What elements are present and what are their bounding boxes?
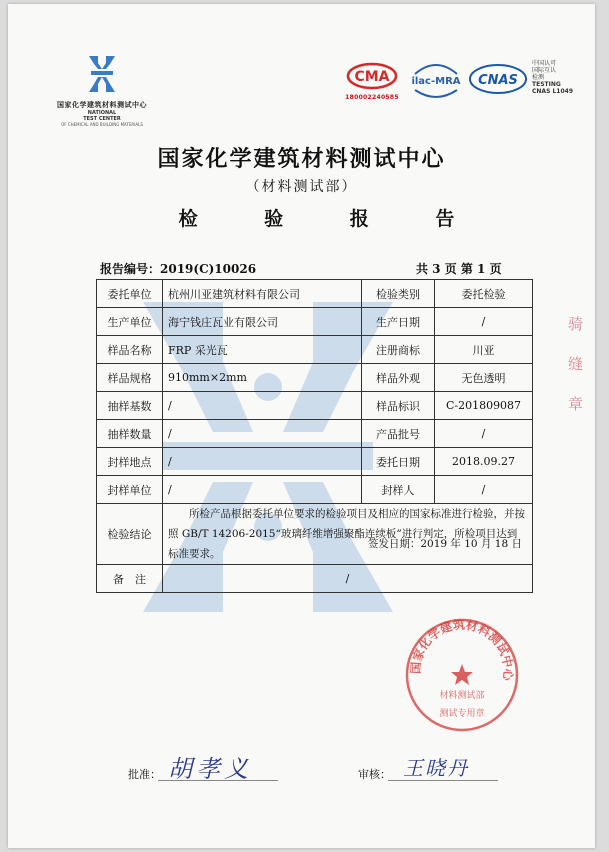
conclusion-cell bbox=[163, 504, 533, 565]
sub-title: （材料测试部） bbox=[245, 179, 358, 195]
field-label: 生产日期 bbox=[362, 308, 435, 336]
ilac-icon bbox=[409, 60, 463, 100]
field-value: FRP 采光瓦 bbox=[163, 336, 362, 364]
field-value: 无色透明 bbox=[435, 364, 533, 392]
cnas-line2: 国际互认 bbox=[532, 67, 557, 74]
report-title: 检 验 报 告 bbox=[178, 208, 485, 230]
svg-text:ilac-MRA: ilac-MRA bbox=[411, 76, 461, 87]
svg-text:CNAS: CNAS bbox=[478, 73, 518, 88]
report-table bbox=[96, 279, 533, 593]
cnas-logo bbox=[468, 62, 532, 100]
field-label: 检验类别 bbox=[362, 280, 435, 308]
field-value: / bbox=[435, 308, 533, 336]
remark-value: / bbox=[163, 565, 533, 593]
ilac-logo bbox=[408, 60, 464, 104]
cma-logo bbox=[343, 62, 401, 101]
report-page bbox=[8, 4, 595, 848]
field-value: 杭州川亚建筑材料有限公司 bbox=[163, 280, 362, 308]
approve-label: 批准： bbox=[128, 768, 161, 781]
table-row bbox=[97, 364, 533, 392]
svg-text:测试专用章: 测试专用章 bbox=[439, 709, 485, 719]
table-row bbox=[97, 420, 533, 448]
center-logo-en-3: OF CHEMICAL AND BUILDING MATERIALS bbox=[61, 122, 143, 127]
table-row bbox=[97, 336, 533, 364]
seal-star-icon bbox=[451, 664, 473, 685]
cnas-info bbox=[532, 60, 592, 95]
field-value: 910mm×2mm bbox=[163, 364, 362, 392]
field-value: / bbox=[435, 476, 533, 504]
cma-icon bbox=[346, 62, 398, 90]
cnas-line4: TESTING bbox=[532, 81, 561, 88]
approve-line bbox=[158, 780, 278, 781]
table-row bbox=[97, 280, 533, 308]
svg-text:材料测试部: 材料测试部 bbox=[439, 691, 485, 701]
main-title: 国家化学建筑材料测试中心 bbox=[157, 146, 446, 172]
conclusion-text: 所检产品根据委托单位要求的检验项目及相应的国家标准进行检验，并按照 GB/T 14206-2015“玻璃纤维增强聚酯连续板”进行判定，所检项目达到标准要求。 bbox=[168, 508, 525, 560]
field-value: C-201809087 bbox=[435, 392, 533, 420]
center-logo-icon bbox=[85, 54, 119, 94]
cma-code: 180002240585 bbox=[345, 94, 399, 101]
field-value: / bbox=[435, 420, 533, 448]
field-label: 样品名称 bbox=[97, 336, 163, 364]
conclusion-label: 检验结论 bbox=[97, 504, 163, 565]
cnas-icon bbox=[468, 62, 528, 96]
svg-text:国家化学建筑材料测试中心: 国家化学建筑材料测试中心 bbox=[408, 617, 516, 682]
approve-signature: 胡孝义 bbox=[168, 755, 252, 783]
field-value: / bbox=[163, 448, 362, 476]
field-value: 委托检验 bbox=[435, 280, 533, 308]
field-value: / bbox=[163, 476, 362, 504]
issue-date: 签发日期：2019 年 10 月 18 日 bbox=[367, 538, 522, 550]
center-logo-en-1: NATIONAL bbox=[87, 110, 117, 116]
side-seal: 骑 缝 章 bbox=[568, 315, 584, 413]
field-label: 生产单位 bbox=[97, 308, 163, 336]
conclusion-row bbox=[97, 504, 533, 565]
field-value: / bbox=[163, 392, 362, 420]
field-label: 封样单位 bbox=[97, 476, 163, 504]
page-info: 共 3 页 第 1 页 bbox=[416, 262, 502, 276]
center-logo-name: 国家化学建筑材料测试中心 bbox=[57, 101, 147, 109]
table-row bbox=[97, 476, 533, 504]
table-row bbox=[97, 448, 533, 476]
field-label: 抽样基数 bbox=[97, 392, 163, 420]
field-label: 封样人 bbox=[362, 476, 435, 504]
field-label: 委托日期 bbox=[362, 448, 435, 476]
field-label: 样品规格 bbox=[97, 364, 163, 392]
field-label: 产品批号 bbox=[362, 420, 435, 448]
field-value: 2018.09.27 bbox=[435, 448, 533, 476]
cnas-line3: 检测 bbox=[532, 74, 545, 81]
table-row bbox=[97, 392, 533, 420]
field-value: / bbox=[163, 420, 362, 448]
field-label: 抽样数量 bbox=[97, 420, 163, 448]
field-value: 川亚 bbox=[435, 336, 533, 364]
field-label: 封样地点 bbox=[97, 448, 163, 476]
cnas-line5: CNAS L1049 bbox=[532, 88, 574, 95]
remark-row bbox=[97, 565, 533, 593]
review-signature: 王晓丹 bbox=[403, 756, 469, 780]
review-label: 审核： bbox=[358, 768, 391, 781]
svg-text:CMA: CMA bbox=[354, 69, 390, 85]
center-logo-en-2: TEST CENTER bbox=[83, 116, 121, 122]
table-row bbox=[97, 308, 533, 336]
field-label: 样品标识 bbox=[362, 392, 435, 420]
field-label: 委托单位 bbox=[97, 280, 163, 308]
center-logo bbox=[52, 54, 152, 127]
field-label: 注册商标 bbox=[362, 336, 435, 364]
field-value: 海宁钱庄瓦业有限公司 bbox=[163, 308, 362, 336]
field-label: 样品外观 bbox=[362, 364, 435, 392]
report-number: 报告编号：2019(C)10026 bbox=[100, 262, 257, 276]
review-line bbox=[388, 780, 498, 781]
remark-label: 备 注 bbox=[97, 565, 163, 593]
official-seal bbox=[403, 616, 521, 734]
cnas-line1: 中国认可 bbox=[532, 60, 557, 67]
